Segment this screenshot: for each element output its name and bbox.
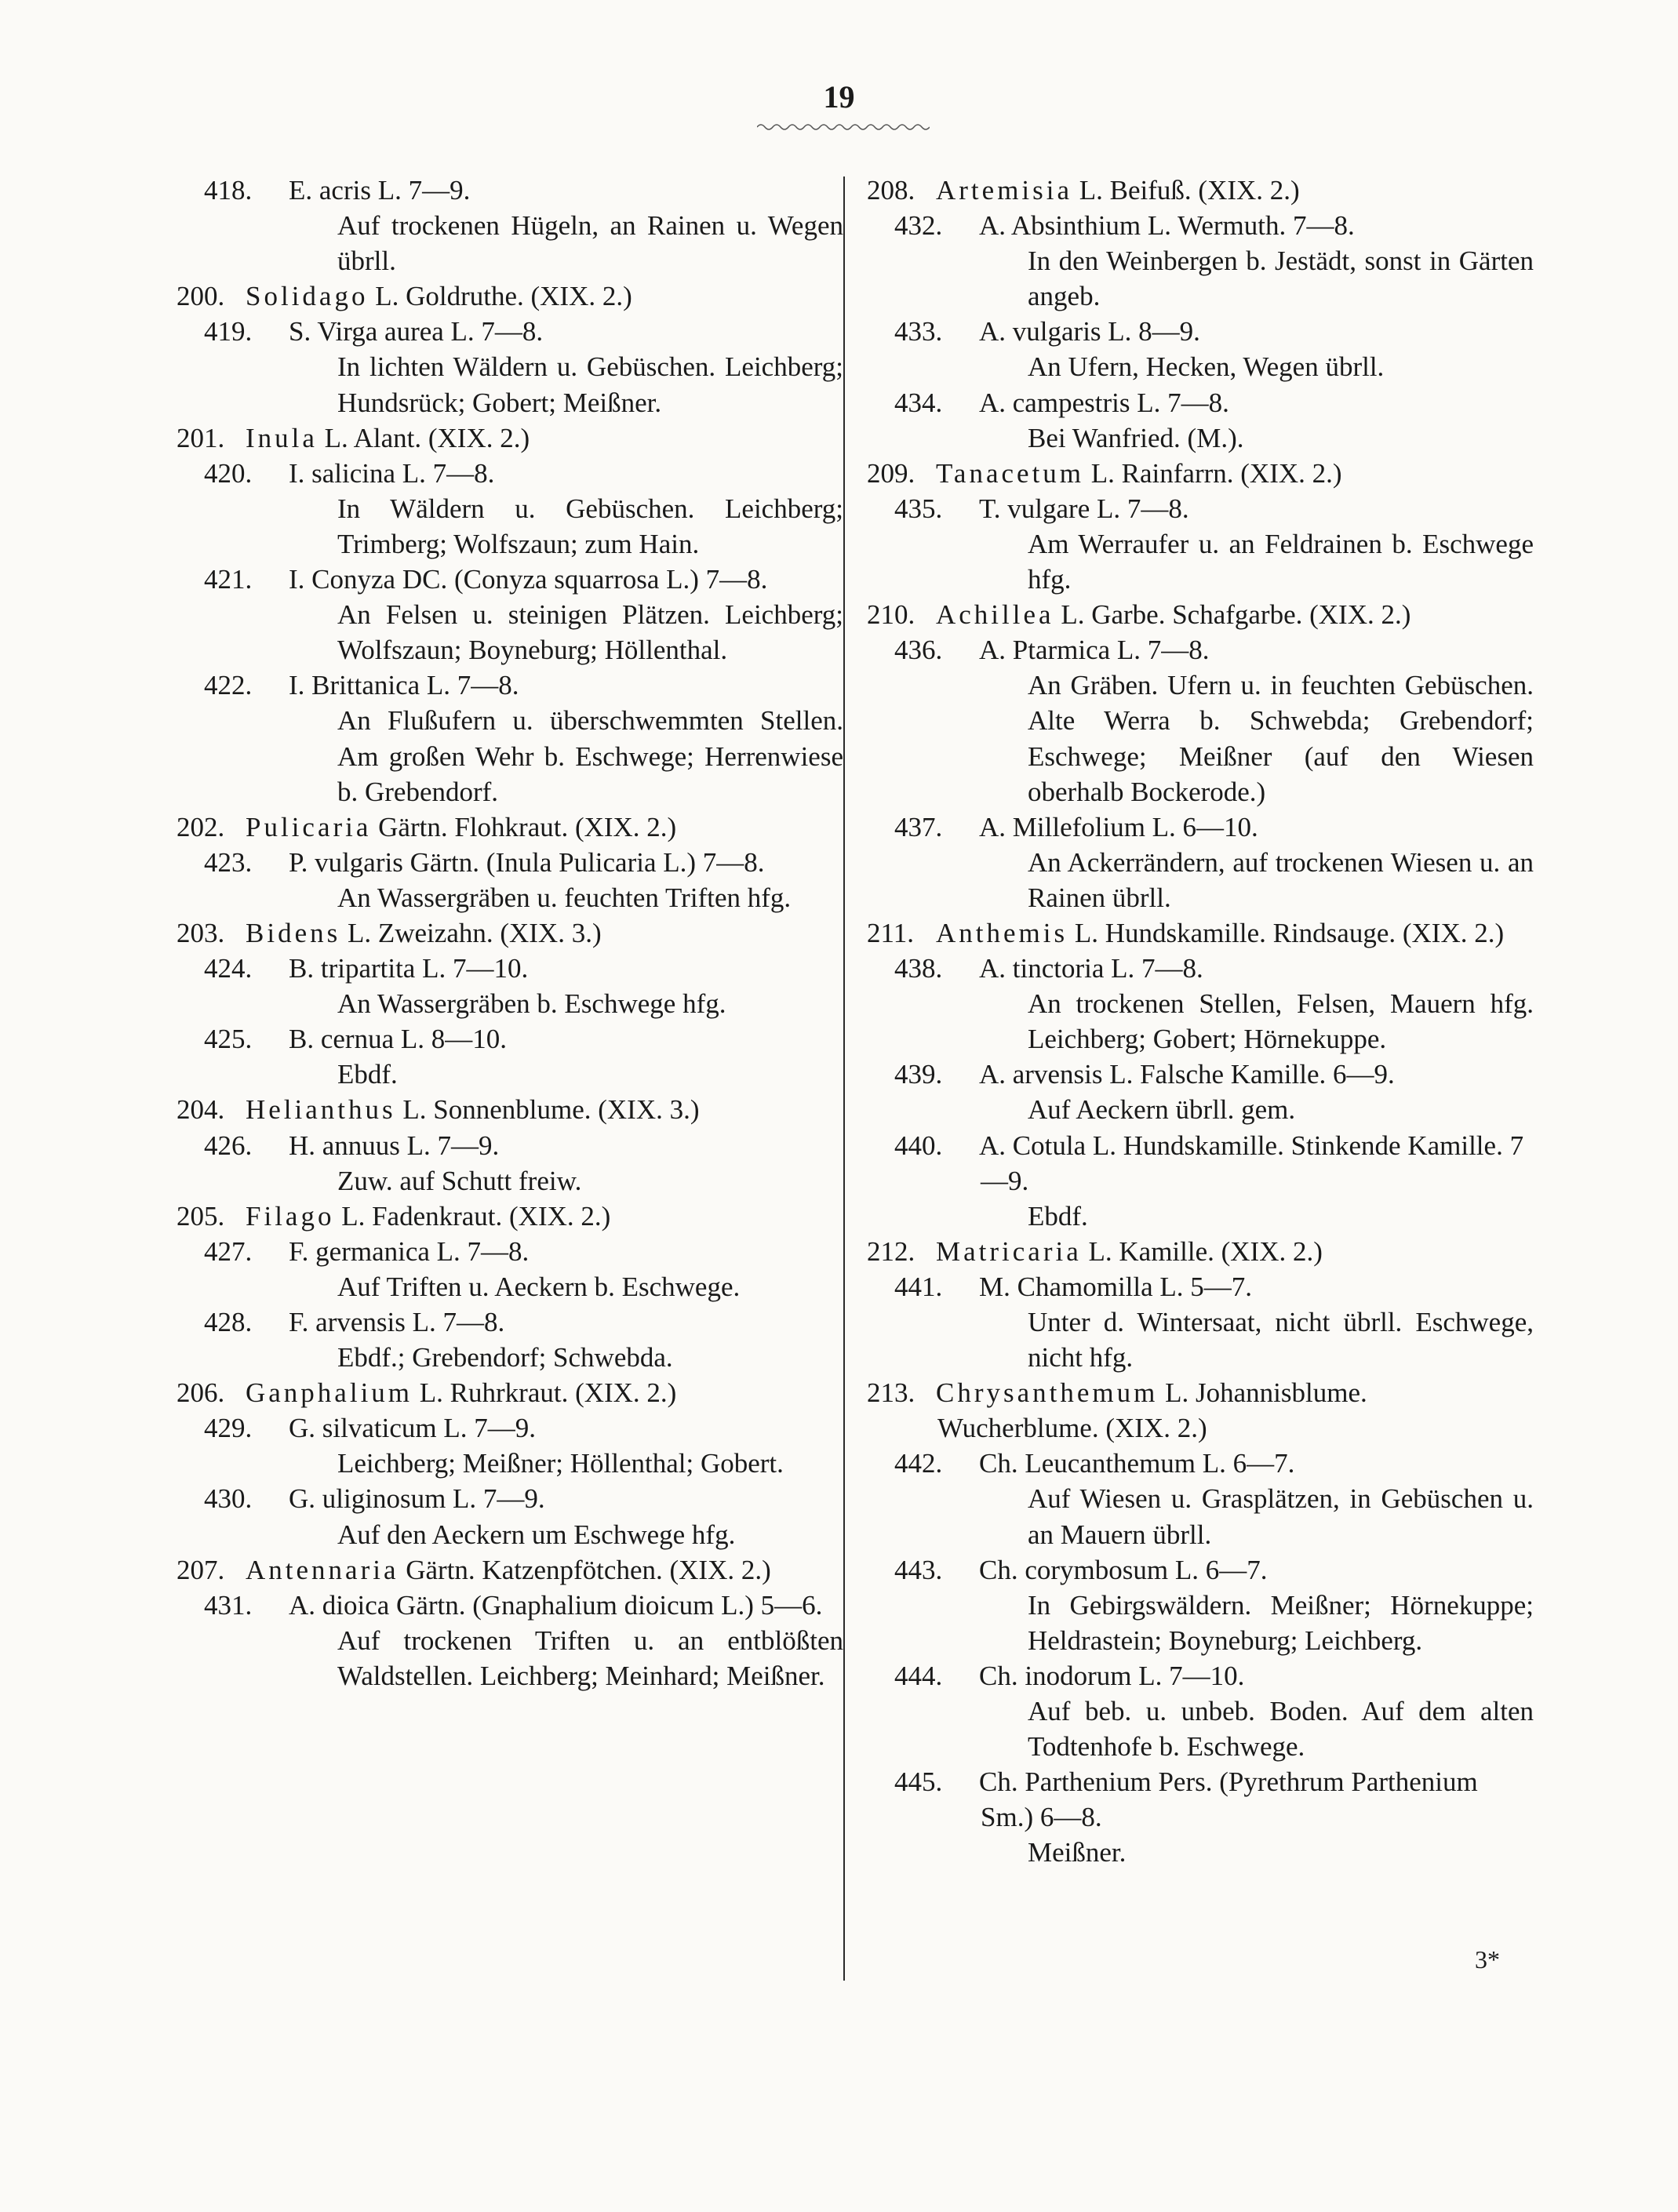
habitat-note: In lichten Wäldern u. Gebüschen. Leichberg; Hundsrück; Gobert; Meißner. — [337, 351, 843, 418]
species-name: A. Absinthium L. Wermuth. 7—8. — [979, 210, 1355, 242]
genus-description: L. Zweizahn. (XIX. 3.) — [340, 917, 602, 948]
habitat-note: Ebdf.; Grebendorf; Schwebda. — [337, 1342, 673, 1373]
genus-description: L. Sonnenblume. (XIX. 3.) — [395, 1094, 700, 1126]
species-name: A. tinctoria L. 7—8. — [979, 953, 1203, 984]
genus-description: L. Beifuß. (XIX. 2.) — [1072, 175, 1300, 206]
genus-name: Inula — [246, 422, 318, 453]
species-entry — [204, 1410, 843, 1481]
species-entry — [204, 1588, 843, 1694]
genus-description: L. Ruhrkraut. (XIX. 2.) — [413, 1377, 677, 1409]
entry-number: 212. — [867, 1235, 915, 1267]
entry-number: 425. — [204, 1024, 253, 1055]
genus-entry — [177, 1552, 843, 1588]
genus-name: Ganphalium — [246, 1377, 413, 1409]
genus-description: L. Alant. (XIX. 2.) — [317, 422, 530, 453]
species-name: Ch. inodorum L. 7—10. — [979, 1660, 1245, 1691]
habitat-note: An Ufern, Hecken, Wegen übrll. — [1028, 351, 1385, 383]
genus-description: L. Goldruthe. (XIX. 2.) — [368, 281, 632, 312]
species-name: Ch. Parthenium Pers. (Pyrethrum Parthenium Sm.) 6—8. — [979, 1766, 1478, 1833]
genus-description: L. Kamille. (XIX. 2.) — [1081, 1235, 1323, 1267]
entry-number: 201. — [177, 422, 225, 453]
entry-number: 434. — [894, 387, 943, 418]
entry-number: 441. — [894, 1271, 943, 1302]
species-entry — [204, 562, 843, 668]
entry-number: 433. — [894, 316, 943, 347]
genus-description: Gärtn. Flohkraut. (XIX. 2.) — [371, 811, 677, 842]
species-name: A. arvensis L. Falsche Kamille. 6—9. — [979, 1059, 1395, 1090]
species-entry — [894, 1552, 1534, 1658]
genus-name: Solidago — [246, 281, 369, 312]
species-name: A. vulgaris L. 8—9. — [979, 316, 1200, 347]
genus-entry — [867, 456, 1534, 491]
entry-number: 428. — [204, 1307, 253, 1337]
species-entry — [894, 809, 1534, 915]
species-entry — [204, 668, 843, 809]
entry-number: 208. — [867, 175, 915, 206]
entry-number: 432. — [894, 210, 943, 242]
entry-number: 202. — [177, 811, 225, 842]
genus-name: Antennaria — [246, 1554, 399, 1585]
entry-number: 437. — [894, 811, 943, 842]
entry-number: 427. — [204, 1235, 253, 1267]
genus-name: Chrysanthemum — [936, 1377, 1159, 1409]
genus-name: Pulicaria — [246, 811, 372, 842]
entry-number: 421. — [204, 564, 253, 595]
entry-number: 423. — [204, 846, 253, 878]
habitat-note: Auf beb. u. unbeb. Boden. Auf dem alten Todtenhofe b. Eschwege. — [1028, 1696, 1534, 1763]
habitat-note: Unter d. Wintersaat, nicht übrll. Eschwege, nicht hfg. — [1028, 1307, 1534, 1373]
habitat-note: Bei Wanfried. (M.). — [1028, 422, 1244, 453]
habitat-note: Auf Triften u. Aeckern b. Eschwege. — [337, 1271, 741, 1302]
genus-description: L. Rainfarrn. (XIX. 2.) — [1084, 457, 1342, 489]
entry-number: 435. — [894, 493, 943, 524]
genus-entry — [177, 915, 843, 951]
page-number: 19 — [823, 79, 855, 115]
species-entry — [204, 314, 843, 420]
habitat-note: An Wassergräben b. Eschwege hfg. — [337, 988, 726, 1020]
species-entry — [894, 1269, 1534, 1375]
genus-name: Achillea — [936, 599, 1054, 631]
genus-entry — [177, 1375, 843, 1410]
habitat-note: Ebdf. — [337, 1059, 398, 1090]
entry-number: 426. — [204, 1130, 253, 1161]
genus-name: Matricaria — [936, 1235, 1082, 1267]
species-name: A. dioica Gärtn. (Gnaphalium dioicum L.) 5—6. — [289, 1589, 823, 1621]
entry-number: 436. — [894, 635, 943, 666]
entry-number: 431. — [204, 1589, 253, 1621]
species-name: I. salicina L. 7—8. — [289, 457, 495, 489]
entry-number: 204. — [177, 1094, 225, 1126]
species-name: F. arvensis L. 7—8. — [289, 1307, 505, 1337]
entry-number: 443. — [894, 1554, 943, 1585]
species-name: Ch. Leucanthemum L. 6—7. — [979, 1448, 1295, 1479]
species-entry — [894, 1446, 1534, 1552]
genus-name: Filago — [246, 1200, 335, 1232]
habitat-note: Zuw. auf Schutt freiw. — [337, 1165, 582, 1196]
species-entry — [894, 1128, 1534, 1234]
genus-entry — [867, 915, 1534, 951]
entry-number: 429. — [204, 1413, 253, 1444]
habitat-note: Auf Aeckern übrll. gem. — [1028, 1094, 1296, 1126]
genus-description: L. Fadenkraut. (XIX. 2.) — [334, 1200, 611, 1232]
habitat-note: Am Werraufer u. an Feldrainen b. Eschwege hfg. — [1028, 528, 1534, 595]
genus-name: Tanacetum — [936, 457, 1085, 489]
habitat-note: Auf trockenen Hügeln, an Rainen u. Wegen übrll. — [337, 210, 843, 277]
species-name: E. acris L. 7—9. — [289, 175, 471, 206]
habitat-note: Auf trockenen Triften u. an entblößten Waldstellen. Leichberg; Meinhard; Meißner. — [337, 1624, 843, 1691]
species-name: A. Cotula L. Hundskamille. Stinkende Kamille. 7—9. — [979, 1130, 1524, 1196]
habitat-note: In Wäldern u. Gebüschen. Leichberg; Trimberg; Wolfszaun; zum Hain. — [337, 493, 843, 559]
species-name: T. vulgare L. 7—8. — [979, 493, 1189, 524]
species-entry — [894, 1658, 1534, 1764]
genus-entry — [177, 420, 843, 456]
wavy-rule-ornament — [757, 122, 930, 132]
genus-name: Helianthus — [246, 1094, 396, 1126]
entry-number: 442. — [894, 1448, 943, 1479]
habitat-note: An Flußufern u. überschwemmten Stellen. Am großen Wehr b. Eschwege; Herrenwiese b. Grebendorf. — [337, 705, 843, 807]
species-name: A. campestris L. 7—8. — [979, 387, 1229, 418]
habitat-note: An Wassergräben u. feuchten Triften hfg. — [337, 882, 792, 913]
species-name: Ch. corymbosum L. 6—7. — [979, 1554, 1268, 1585]
habitat-note: An Gräben. Ufern u. in feuchten Gebüschen. Alte Werra b. Schwebda; Grebendorf; Eschwege; Meißner (auf den Wiesen oberhalb Bockerode.) — [1028, 670, 1534, 807]
species-name: G. silvaticum L. 7—9. — [289, 1413, 536, 1444]
species-name: B. cernua L. 8—10. — [289, 1024, 507, 1055]
genus-name: Artemisia — [936, 175, 1073, 206]
species-entry — [204, 1021, 843, 1092]
entry-number: 203. — [177, 917, 225, 948]
species-entry — [204, 1234, 843, 1304]
species-name: I. Conyza DC. (Conyza squarrosa L.) 7—8. — [289, 564, 768, 595]
genus-entry — [867, 1375, 1534, 1446]
species-name: B. tripartita L. 7—10. — [289, 953, 529, 984]
genus-entry — [867, 173, 1534, 208]
entry-number: 213. — [867, 1377, 915, 1409]
genus-entry — [177, 1199, 843, 1234]
habitat-note: An trockenen Stellen, Felsen, Mauern hfg. Leichberg; Gobert; Hörnekuppe. — [1028, 988, 1534, 1055]
genus-entry — [867, 1234, 1534, 1269]
entry-number: 445. — [894, 1766, 943, 1798]
habitat-note: Leichberg; Meißner; Höllenthal; Gobert. — [337, 1448, 784, 1479]
species-entry — [894, 632, 1534, 809]
species-entry — [204, 845, 843, 915]
species-entry — [894, 385, 1534, 456]
genus-description: L. Johannisblume. Wucherblume. (XIX. 2.) — [937, 1377, 1367, 1444]
species-name: A. Millefolium L. 6—10. — [979, 811, 1258, 842]
genus-description: Gärtn. Katzenpfötchen. (XIX. 2.) — [399, 1554, 771, 1585]
species-entry — [894, 951, 1534, 1057]
species-entry — [204, 1128, 843, 1199]
species-name: F. germanica L. 7—8. — [289, 1235, 530, 1267]
entry-number: 439. — [894, 1059, 943, 1090]
entry-number: 438. — [894, 953, 943, 984]
species-entry — [894, 314, 1534, 384]
signature-mark: 3* — [1475, 1945, 1500, 1974]
entry-number: 422. — [204, 670, 253, 701]
entry-number: 418. — [204, 175, 253, 206]
habitat-note: Meißner. — [1028, 1837, 1127, 1868]
species-name: H. annuus L. 7—9. — [289, 1130, 500, 1161]
entry-number: 209. — [867, 457, 915, 489]
genus-entry — [177, 1092, 843, 1127]
entry-number: 207. — [177, 1554, 225, 1585]
species-entry — [894, 1057, 1534, 1127]
left-column — [177, 173, 843, 1694]
habitat-note: In den Weinbergen b. Jestädt, sonst in Gärten angeb. — [1028, 246, 1534, 312]
species-entry — [204, 1481, 843, 1552]
habitat-note: In Gebirgswäldern. Meißner; Hörnekuppe; Heldrastein; Boyneburg; Leichberg. — [1028, 1589, 1534, 1656]
species-entry — [204, 1304, 843, 1375]
species-name: S. Virga aurea L. 7—8. — [289, 316, 544, 347]
entry-number: 200. — [177, 281, 225, 312]
habitat-note: Ebdf. — [1028, 1200, 1088, 1232]
column-divider — [843, 176, 845, 1981]
genus-name: Bidens — [246, 917, 341, 948]
species-entry — [204, 456, 843, 562]
species-entry — [204, 951, 843, 1021]
entry-number: 440. — [894, 1130, 943, 1161]
species-entry — [894, 1764, 1534, 1870]
entry-number: 210. — [867, 599, 915, 631]
genus-name: Anthemis — [936, 917, 1068, 948]
entry-number: 420. — [204, 457, 253, 489]
habitat-note: Auf den Aeckern um Eschwege hfg. — [337, 1519, 736, 1550]
right-column — [867, 173, 1534, 1871]
species-entry — [894, 491, 1534, 597]
entry-number: 211. — [867, 917, 914, 948]
species-name: A. Ptarmica L. 7—8. — [979, 635, 1210, 666]
genus-entry — [177, 809, 843, 845]
genus-entry — [177, 278, 843, 314]
habitat-note: An Felsen u. steinigen Plätzen. Leichberg; Wolfszaun; Boyneburg; Höllenthal. — [337, 599, 843, 666]
species-name: I. Brittanica L. 7—8. — [289, 670, 519, 701]
genus-entry — [867, 597, 1534, 632]
entry-number: 424. — [204, 953, 253, 984]
entry-number: 444. — [894, 1660, 943, 1691]
genus-description: L. Hundskamille. Rindsauge. (XIX. 2.) — [1068, 917, 1505, 948]
entry-number: 206. — [177, 1377, 225, 1409]
genus-description: L. Garbe. Schafgarbe. (XIX. 2.) — [1054, 599, 1411, 631]
species-name: P. vulgaris Gärtn. (Inula Pulicaria L.) 7—8. — [289, 846, 765, 878]
species-name: M. Chamomilla L. 5—7. — [979, 1271, 1253, 1302]
species-entry — [204, 173, 843, 278]
species-name: G. uliginosum L. 7—9. — [289, 1483, 545, 1515]
entry-number: 205. — [177, 1200, 225, 1232]
entry-number: 419. — [204, 316, 253, 347]
species-entry — [894, 208, 1534, 314]
habitat-note: Auf Wiesen u. Grasplätzen, in Gebüschen u. an Mauern übrll. — [1028, 1483, 1534, 1550]
entry-number: 430. — [204, 1483, 253, 1515]
habitat-note: An Ackerrändern, auf trockenen Wiesen u. an Rainen übrll. — [1028, 846, 1534, 913]
